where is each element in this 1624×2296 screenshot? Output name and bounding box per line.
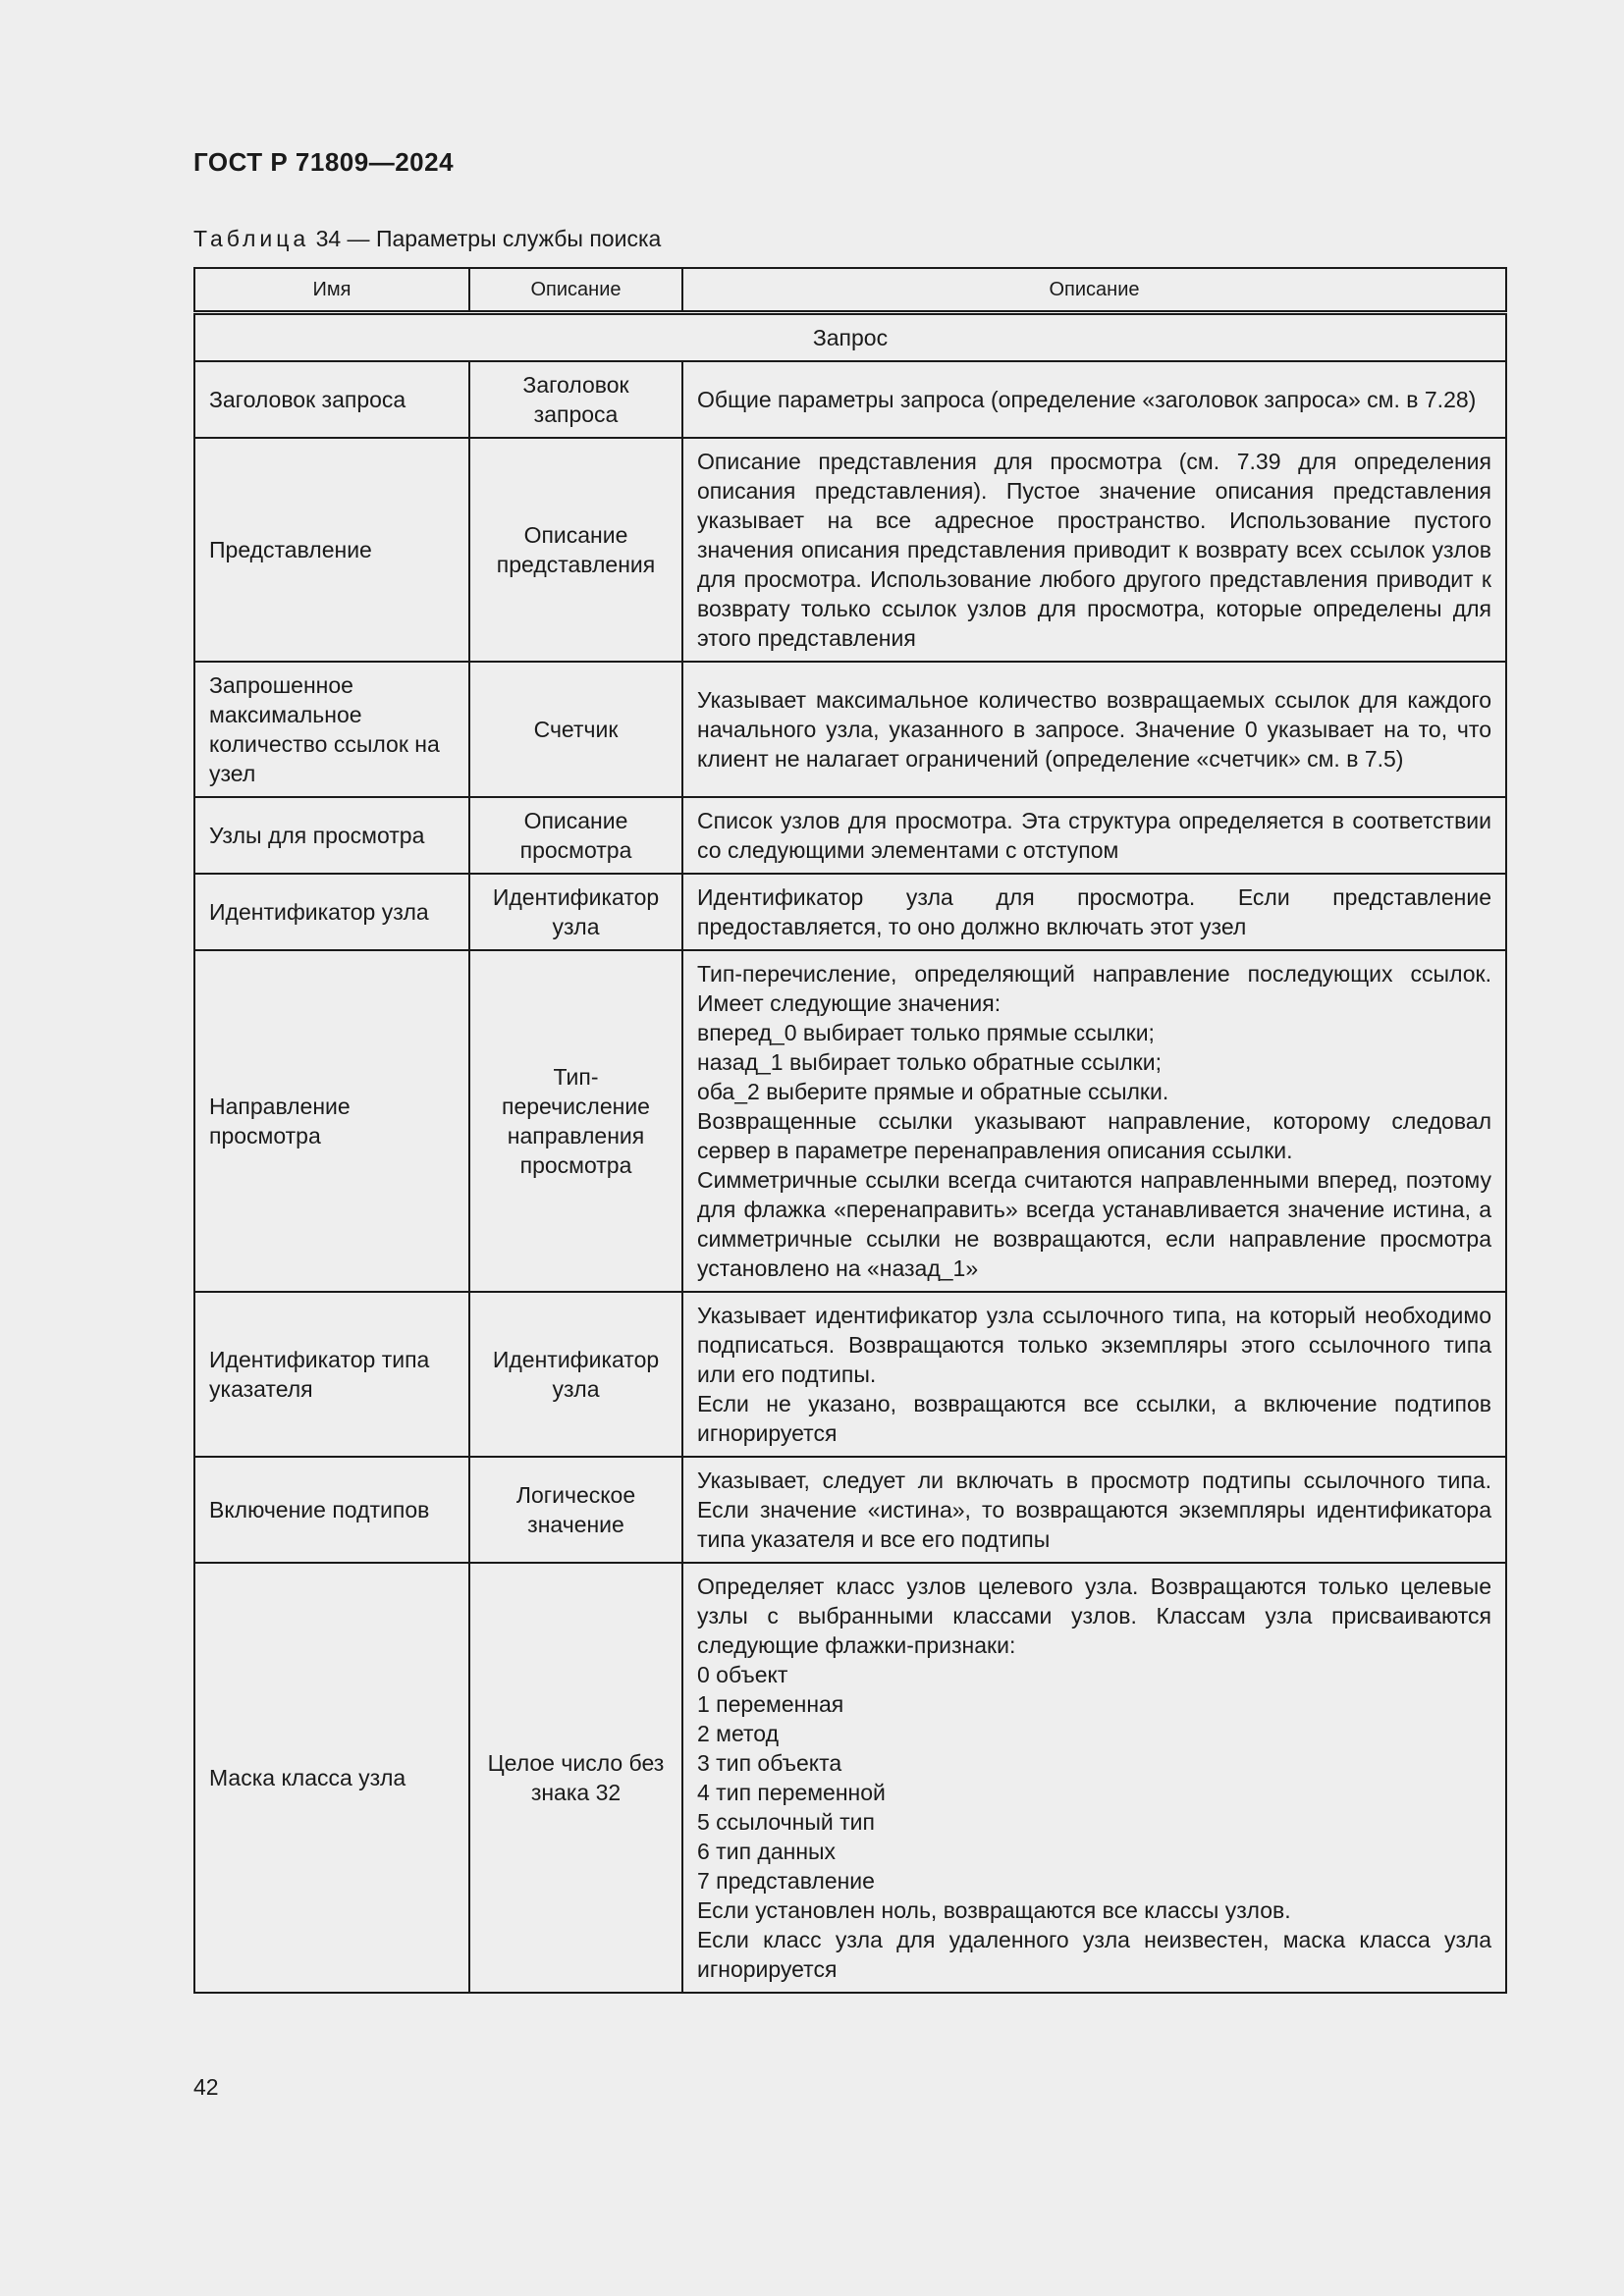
param-description-cell (682, 874, 1506, 950)
description-line: Описание представления для просмотра (см. 7.39 для определения описания представления). Пустое значение описания представления указывает на все адресное пространство. Использование пустого значения описания представления приводит к возврату всех ссылок узлов для просмотра. Использование любого другого представления приводит к возврату только ссылок узлов для просмотра, которые определены для этого представления (697, 449, 1491, 651)
table-caption (193, 226, 661, 252)
caption-label: Таблица (193, 226, 310, 251)
table-row (194, 1563, 1506, 1993)
page-number: 42 (193, 2074, 219, 2100)
table-row (194, 438, 1506, 662)
description-line: 7 представление (697, 1868, 875, 1894)
table-row (194, 1292, 1506, 1457)
column-header-description: Описание (682, 268, 1506, 313)
description-line: вперед_0 выбирает только прямые ссылки; (697, 1020, 1155, 1045)
description-line: 5 ссылочный тип (697, 1809, 875, 1835)
description-line: 1 переменная (697, 1691, 844, 1717)
column-header-type: Описание (469, 268, 682, 313)
param-type-cell: Идентификатор узла (469, 1292, 682, 1457)
param-description-cell (682, 438, 1506, 662)
description-line: Указывает, следует ли включать в просмотр подтипы ссылочного типа. Если значение «истина», то возвращаются экземпляры идентификатора типа указателя и все его подтипы (697, 1468, 1491, 1552)
description-line: Если класс узла для удаленного узла неизвестен, маска класса узла игнорируется (697, 1927, 1491, 1982)
caption-text: 34 — Параметры службы поиска (315, 226, 662, 251)
description-line: Идентификатор узла для просмотра. Если представление предоставляется, то оно должно включать этот узел (697, 884, 1491, 939)
param-name-cell: Узлы для просмотра (194, 797, 469, 874)
section-title: Запрос (194, 313, 1506, 362)
table-header-row (194, 268, 1506, 313)
description-line: 2 метод (697, 1721, 780, 1746)
param-name-cell: Включение подтипов (194, 1457, 469, 1563)
description-line: Если установлен ноль, возвращаются все классы узлов. (697, 1897, 1291, 1923)
param-name-cell: Представление (194, 438, 469, 662)
description-line: Тип-перечисление, определяющий направление последующих ссылок. Имеет следующие значения: (697, 961, 1491, 1016)
column-header-name: Имя (194, 268, 469, 313)
description-line: 3 тип объекта (697, 1750, 842, 1776)
param-description-cell (682, 1292, 1506, 1457)
param-description-cell (682, 797, 1506, 874)
description-line: Общие параметры запроса (определение «заголовок запроса» см. в 7.28) (697, 387, 1477, 412)
description-line: Указывает идентификатор узла ссылочного типа, на который необходимо подписаться. Возвращаются только экземпляры этого ссылочного типа или его подтипы. (697, 1303, 1491, 1387)
description-line: Указывает максимальное количество возвращаемых ссылок для каждого начального узла, указанного в запросе. Значение 0 указывает на то, что клиент не налагает ограничений (определение «счетчик» см. в 7.5) (697, 687, 1491, 772)
table-row (194, 797, 1506, 874)
param-name-cell: Направление просмотра (194, 950, 469, 1292)
param-name-cell: Запрошенное максимальное количество ссылок на узел (194, 662, 469, 797)
param-description-cell (682, 662, 1506, 797)
param-description-cell (682, 1563, 1506, 1993)
description-line: 4 тип переменной (697, 1780, 886, 1805)
param-name-cell: Маска класса узла (194, 1563, 469, 1993)
param-type-cell: Описание просмотра (469, 797, 682, 874)
description-line: оба_2 выберите прямые и обратные ссылки. (697, 1079, 1169, 1104)
param-description-cell (682, 1457, 1506, 1563)
param-name-cell: Заголовок запроса (194, 361, 469, 438)
param-description-cell (682, 361, 1506, 438)
search-params-table (193, 267, 1507, 1994)
description-line: Возвращенные ссылки указывают направление, которому следовал сервер в параметре перенаправления описания ссылки. (697, 1108, 1491, 1163)
description-line: Если не указано, возвращаются все ссылки, а включение подтипов игнорируется (697, 1391, 1491, 1446)
table-row (194, 1457, 1506, 1563)
description-line: назад_1 выбирает только обратные ссылки; (697, 1049, 1162, 1075)
description-line: Определяет класс узлов целевого узла. Возвращаются только целевые узлы с выбранными классами узлов. Классам узла присваиваются следующие флажки-признаки: (697, 1574, 1491, 1658)
description-line: Список узлов для просмотра. Эта структура определяется в соответствии со следующими элементами с отступом (697, 808, 1491, 863)
param-type-cell: Тип-перечисление направления просмотра (469, 950, 682, 1292)
table-row (194, 950, 1506, 1292)
table-row (194, 874, 1506, 950)
param-name-cell: Идентификатор типа указателя (194, 1292, 469, 1457)
description-line: 0 объект (697, 1662, 788, 1687)
table-row (194, 361, 1506, 438)
param-type-cell: Логическое значение (469, 1457, 682, 1563)
param-type-cell: Счетчик (469, 662, 682, 797)
param-type-cell: Описание представления (469, 438, 682, 662)
param-description-cell (682, 950, 1506, 1292)
param-type-cell: Целое число без знака 32 (469, 1563, 682, 1993)
description-line: 6 тип данных (697, 1839, 837, 1864)
param-type-cell: Идентификатор узла (469, 874, 682, 950)
section-row (194, 313, 1506, 362)
param-name-cell: Идентификатор узла (194, 874, 469, 950)
description-line: Симметричные ссылки всегда считаются направленными вперед, поэтому для флажка «перенаправить» всегда устанавливается значение истина, а симметричные ссылки не возвращаются, если направление просмотра установлено на «назад_1» (697, 1167, 1491, 1281)
standard-header: ГОСТ Р 71809—2024 (193, 147, 455, 177)
table-row (194, 662, 1506, 797)
param-type-cell: Заголовок запроса (469, 361, 682, 438)
